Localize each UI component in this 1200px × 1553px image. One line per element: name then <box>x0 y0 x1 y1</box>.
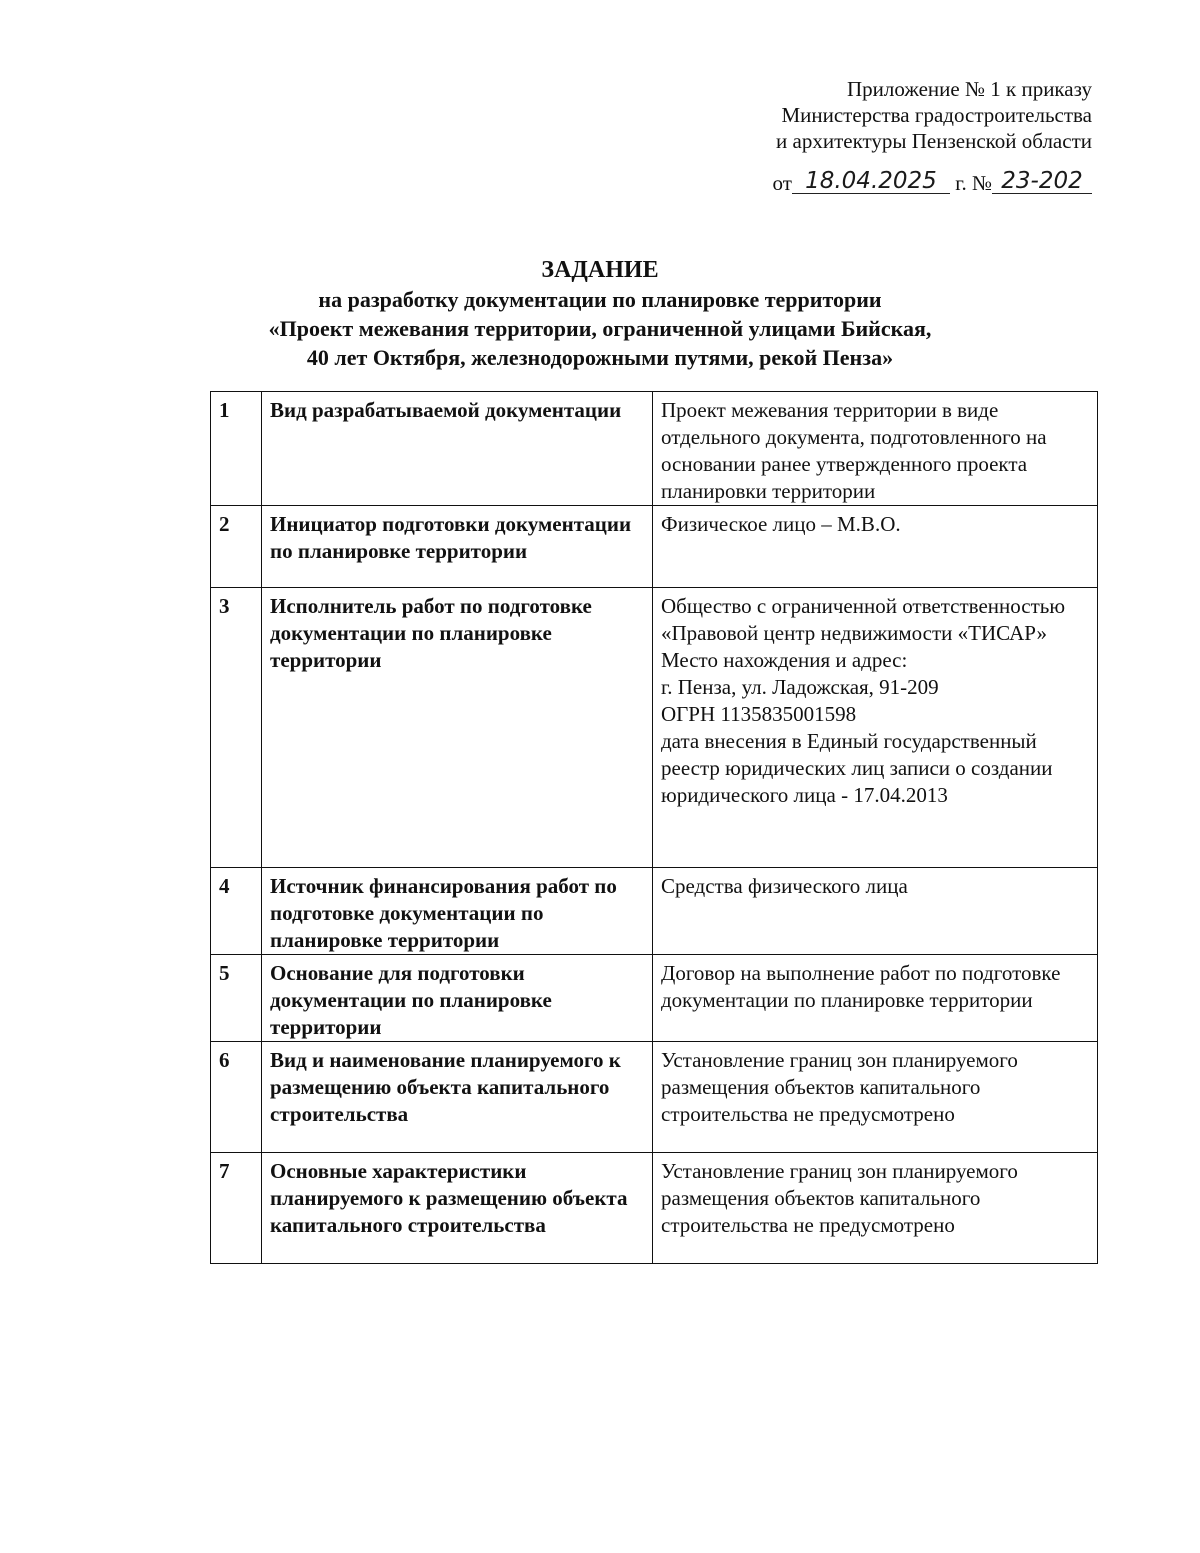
table-row <box>211 1042 1098 1153</box>
row-number: 5 <box>211 955 262 1042</box>
row-value <box>653 1042 1098 1153</box>
heading-title: ЗАДАНИЕ <box>541 257 659 283</box>
row-number: 3 <box>211 588 262 868</box>
table-row <box>211 955 1098 1042</box>
row-value <box>653 506 1098 588</box>
row-label: Источник финансирования работ по подготовке документации по планировке территории <box>262 868 653 955</box>
table-row <box>211 392 1098 506</box>
row-label: Инициатор подготовки документации по планировке территории <box>262 506 653 588</box>
row-label: Основание для подготовки документации по планировке территории <box>262 955 653 1042</box>
row-label: Вид и наименование планируемого к размещению объекта капитального строительства <box>262 1042 653 1153</box>
appendix-block <box>776 76 1092 154</box>
row-label: Основные характеристики планируемого к размещению объекта капитального строительства <box>262 1153 653 1264</box>
task-table <box>210 391 1098 1264</box>
row-value <box>653 868 1098 955</box>
row-value-line: Физическое лицо – М.В.О. <box>661 512 901 536</box>
order-date-handwritten: 18.04.2025 <box>792 169 950 194</box>
appendix-line-1: Приложение № 1 к приказу <box>847 77 1092 101</box>
row-number: 2 <box>211 506 262 588</box>
row-number: 7 <box>211 1153 262 1264</box>
table-row <box>211 1153 1098 1264</box>
table-row <box>211 588 1098 868</box>
row-value <box>653 392 1098 506</box>
order-number-handwritten: 23-202 <box>992 169 1092 194</box>
row-value <box>653 1153 1098 1264</box>
heading-line-2: «Проект межевания территории, ограниченной улицами Бийская, <box>268 316 932 341</box>
row-value-line: г. Пенза, ул. Ладожская, 91-209 <box>661 675 939 699</box>
document-heading <box>0 256 1200 372</box>
row-value-line: Место нахождения и адрес: <box>661 648 908 672</box>
order-number-sign: № <box>971 171 992 195</box>
row-value-line: Договор на выполнение работ по подготовке документации по планировке территории <box>661 961 1061 1012</box>
order-date-number <box>773 170 1092 196</box>
table-row <box>211 868 1098 955</box>
table-row <box>211 506 1098 588</box>
row-value <box>653 955 1098 1042</box>
row-value-line: Проект межевания территории в виде отдельного документа, подготовленного на основании ранее утвержденного проекта планировки территории <box>661 398 1047 503</box>
row-value-line: Установление границ зон планируемого размещения объектов капитального строительства не предусмотрено <box>661 1159 1018 1237</box>
appendix-line-2: Министерства градостроительства <box>781 103 1092 127</box>
row-number: 6 <box>211 1042 262 1153</box>
row-value-line: Средства физического лица <box>661 874 908 898</box>
row-number: 1 <box>211 392 262 506</box>
task-table-body <box>211 392 1098 1264</box>
heading-line-1: на разработку документации по планировке территории <box>318 287 882 312</box>
row-value-line: Общество с ограниченной ответственностью «Правовой центр недвижимости «ТИСАР» <box>661 594 1066 645</box>
appendix-line-3: и архитектуры Пензенской области <box>776 129 1092 153</box>
row-value-line: Установление границ зон планируемого размещения объектов капитального строительства не предусмотрено <box>661 1048 1018 1126</box>
heading-line-3: 40 лет Октября, железнодорожными путями, рекой Пенза» <box>306 345 894 370</box>
row-label: Исполнитель работ по подготовке документации по планировке территории <box>262 588 653 868</box>
order-year-suffix: г. <box>955 171 967 195</box>
order-prefix: от <box>772 171 792 195</box>
row-value-line: дата внесения в Единый государственный реестр юридических лиц записи о создании юридического лица - 17.04.2013 <box>661 729 1053 807</box>
row-number: 4 <box>211 868 262 955</box>
row-label: Вид разрабатываемой документации <box>262 392 653 506</box>
row-value-line: ОГРН 1135835001598 <box>661 702 857 726</box>
row-value <box>653 588 1098 868</box>
